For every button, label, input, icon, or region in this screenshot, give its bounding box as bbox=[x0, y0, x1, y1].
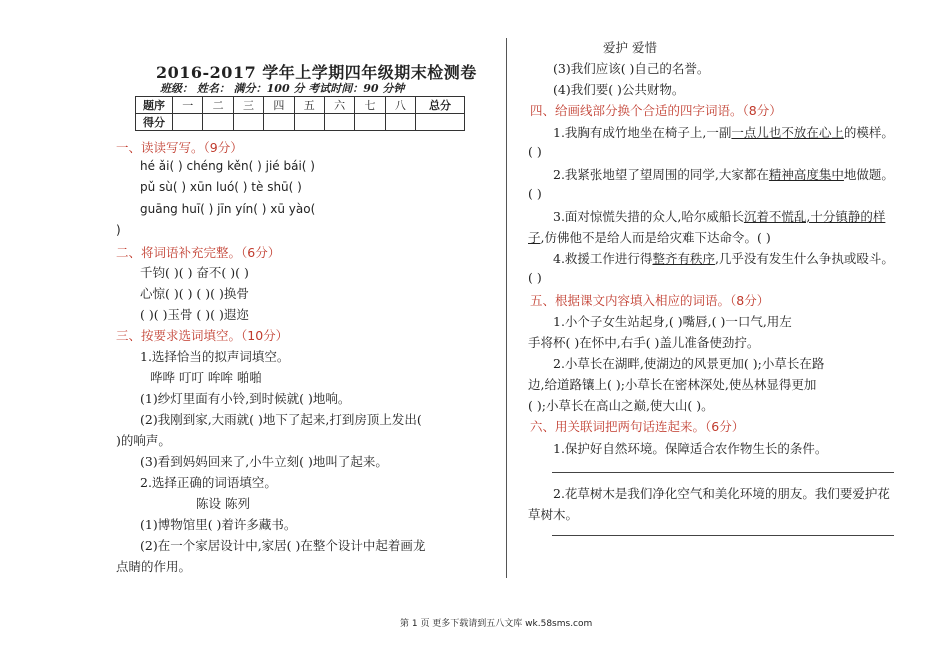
underlined-phrase: 一点儿也不放在心上 bbox=[731, 125, 844, 140]
question: (3)看到妈妈回来了,小牛立刻( )地叫了起来。 bbox=[140, 454, 388, 469]
score-table-header-row bbox=[136, 97, 465, 114]
score-table bbox=[135, 96, 465, 131]
question: (4)我们要( )公共财物。 bbox=[553, 82, 685, 97]
page-title: 2016-2017 学年上学期四年级期末检测卷 bbox=[156, 63, 477, 82]
score-input-cell[interactable] bbox=[324, 114, 354, 131]
word-choices: 爱护 爱惜 bbox=[603, 40, 657, 55]
question-text: 地做题。 bbox=[843, 167, 894, 182]
question bbox=[528, 228, 771, 246]
score-cell: 三 bbox=[233, 97, 263, 114]
section-2-title: 二、将词语补充完整。（6分） bbox=[116, 245, 281, 260]
word-choices: 哗哗 叮叮 哞哞 啪啪 bbox=[150, 370, 262, 385]
question-text: 1.我胸有成竹地坐在椅子上,一副 bbox=[553, 125, 732, 140]
question: (3)我们应该( )自己的名誉。 bbox=[553, 61, 710, 76]
question-text: ,仿佛他不是给人而是给灾难下达命令。( ) bbox=[540, 230, 771, 245]
score-cell: 得分 bbox=[136, 114, 173, 131]
section-4-title: 四、给画线部分换个合适的四字词语。（8分） bbox=[530, 103, 782, 118]
section-6-title: 六、用关联词把两句话连起来。（6分） bbox=[530, 419, 745, 434]
score-cell: 八 bbox=[385, 97, 415, 114]
question-text: 的模样。 bbox=[843, 125, 894, 140]
question: 手将杯( )在怀中,右手( )盖儿准备使劲拧。 bbox=[528, 335, 760, 350]
idiom-line: ( )( )玉骨 ( )( )遐迩 bbox=[140, 307, 249, 322]
score-input-cell[interactable] bbox=[173, 114, 203, 131]
exam-info: 班级： 姓名： 满分：100 分 考试时间：90 分钟 bbox=[160, 82, 405, 95]
score-input-cell[interactable] bbox=[355, 114, 385, 131]
pinyin-line: ) bbox=[116, 223, 121, 237]
answer-line[interactable] bbox=[552, 535, 894, 536]
question: (1)博物馆里( )着许多藏书。 bbox=[140, 517, 297, 532]
section-5-title: 五、根据课文内容填入相应的词语。（8分） bbox=[530, 293, 770, 308]
underlined-phrase: 整齐有秩序 bbox=[652, 251, 715, 266]
underlined-phrase: 精神高度集中 bbox=[768, 167, 844, 182]
question-text: 3.面对惊慌失措的众人,哈尔威船长 bbox=[553, 209, 744, 224]
score-input-cell[interactable] bbox=[385, 114, 415, 131]
question bbox=[553, 207, 885, 225]
question bbox=[553, 249, 894, 267]
question-text: ,几乎没有发生什么争执或殴斗。 bbox=[714, 251, 894, 266]
idiom-line: 心惊( )( ) ( )( )换骨 bbox=[140, 286, 249, 301]
word-choices: 陈设 陈列 bbox=[196, 496, 250, 511]
pinyin-line: pǔ sù( ) xūn luó( ) tè shū( ) bbox=[140, 180, 302, 194]
score-input-cell[interactable] bbox=[203, 114, 233, 131]
section-3-title: 三、按要求选词填空。（10分） bbox=[116, 328, 289, 343]
answer-blank[interactable]: ( ) bbox=[528, 186, 542, 201]
score-cell: 五 bbox=[294, 97, 324, 114]
score-input-cell[interactable] bbox=[233, 114, 263, 131]
question: (2)我刚到家,大雨就( )地下了起来,打到房顶上发出( bbox=[140, 412, 422, 427]
question: 2.花草树木是我们净化空气和美化环境的朋友。我们要爱护花 bbox=[553, 486, 890, 501]
question-text: 2.我紧张地望了望周围的同学,大家都在 bbox=[553, 167, 769, 182]
underlined-phrase: 沉着不慌乱,十分镇静的样 bbox=[743, 209, 886, 224]
score-cell: 六 bbox=[324, 97, 354, 114]
underlined-phrase: 子 bbox=[528, 230, 541, 245]
section-1-title: 一、读读写写。（9分） bbox=[116, 140, 243, 155]
question: 草树木。 bbox=[528, 507, 579, 522]
pinyin-line: guāng huī( ) jīn yín( ) xū yào( bbox=[140, 202, 316, 216]
page-footer: 第 1 页 更多下载请到五八文库 wk.58sms.com bbox=[400, 619, 593, 629]
question: 1.保护好自然环境。保障适合农作物生长的条件。 bbox=[553, 441, 828, 456]
question: (1)纱灯里面有小铃,到时候就( )地响。 bbox=[140, 391, 351, 406]
question: 1.选择恰当的拟声词填空。 bbox=[140, 349, 290, 364]
question: )的响声。 bbox=[116, 433, 171, 448]
score-cell: 总分 bbox=[416, 97, 465, 114]
question bbox=[553, 123, 894, 141]
answer-line[interactable] bbox=[552, 472, 894, 473]
question: 点睛的作用。 bbox=[116, 559, 192, 574]
idiom-line: 千钧( )( ) 奋不( )( ) bbox=[140, 265, 249, 280]
column-divider bbox=[506, 38, 507, 578]
score-cell: 四 bbox=[264, 97, 294, 114]
question: 2.小草长在湖畔,使湖边的风景更加( );小草长在路 bbox=[553, 356, 825, 371]
score-cell: 二 bbox=[203, 97, 233, 114]
score-cell: 七 bbox=[355, 97, 385, 114]
score-table-score-row bbox=[136, 114, 465, 131]
score-input-cell[interactable] bbox=[294, 114, 324, 131]
score-cell: 一 bbox=[173, 97, 203, 114]
question: 边,给道路镶上( );小草长在密林深处,使丛林显得更加 bbox=[528, 377, 817, 392]
answer-blank[interactable]: ( ) bbox=[528, 144, 542, 159]
question: ( );小草长在高山之巅,使大山( )。 bbox=[528, 398, 714, 413]
question-text: 4.救援工作进行得 bbox=[553, 251, 653, 266]
answer-blank[interactable]: ( ) bbox=[528, 270, 542, 285]
question: (2)在一个家居设计中,家居( )在整个设计中起着画龙 bbox=[140, 538, 426, 553]
question: 2.选择正确的词语填空。 bbox=[140, 475, 277, 490]
score-input-cell[interactable] bbox=[264, 114, 294, 131]
score-input-cell[interactable] bbox=[416, 114, 465, 131]
question: 1.小个子女生站起身,( )嘴唇,( )一口气,用左 bbox=[553, 314, 792, 329]
score-cell: 题序 bbox=[136, 97, 173, 114]
pinyin-line: hé ǎi( ) chéng kěn( ) jié bái( ) bbox=[140, 159, 315, 173]
question bbox=[553, 165, 894, 183]
